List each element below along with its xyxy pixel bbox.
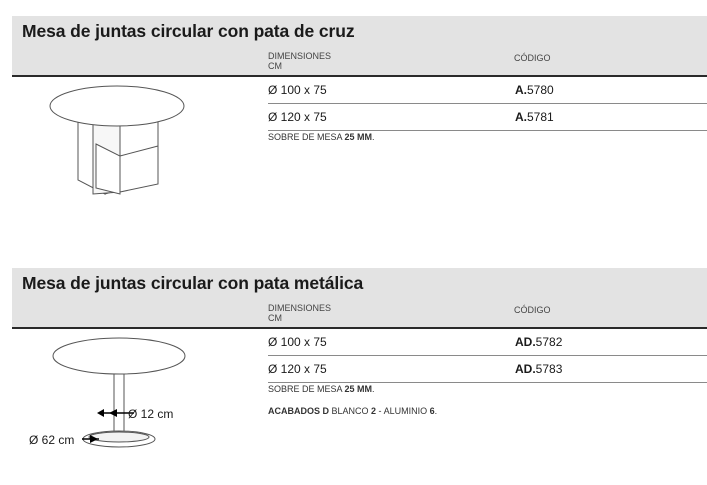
- table-row: [268, 329, 707, 356]
- product-code: A.5781: [515, 110, 554, 124]
- tabletop-note: SOBRE DE MESA 25 MM.: [268, 384, 375, 394]
- product-section-cross-leg: [12, 16, 707, 142]
- dimensions-header: DIMENSIONES CM: [268, 51, 332, 71]
- leg-diameter-label: Ø 12 cm: [128, 407, 174, 421]
- product-code: AD.5783: [515, 362, 563, 376]
- title-bar: [12, 16, 707, 47]
- section-title: Mesa de juntas circular con pata metálica: [22, 273, 364, 293]
- product-section-metal-leg: [12, 268, 707, 447]
- cross-leg-table-illustration: [48, 84, 193, 204]
- table-row: [268, 77, 707, 104]
- product-code: A.5780: [515, 83, 554, 97]
- table-header: [12, 299, 707, 329]
- dimension-value: Ø 120 x 75: [268, 362, 327, 376]
- dimension-value: Ø 120 x 75: [268, 110, 327, 124]
- code-header: CÓDIGO: [514, 305, 551, 315]
- table-row: [268, 104, 707, 131]
- dimension-value: Ø 100 x 75: [268, 83, 327, 97]
- section-title: Mesa de juntas circular con pata de cruz: [22, 21, 355, 41]
- dimension-value: Ø 100 x 75: [268, 335, 327, 349]
- product-code: AD.5782: [515, 335, 563, 349]
- dimensions-header: DIMENSIONES CM: [268, 303, 332, 323]
- table-row: [268, 356, 707, 383]
- finishes-note: ACABADOS D BLANCO 2 - ALUMINIO 6.: [268, 406, 438, 416]
- base-diameter-label: Ø 62 cm: [29, 433, 75, 447]
- code-header: CÓDIGO: [514, 53, 551, 63]
- tabletop-note: SOBRE DE MESA 25 MM.: [268, 132, 375, 142]
- title-bar: [12, 268, 707, 299]
- table-header: [12, 47, 707, 77]
